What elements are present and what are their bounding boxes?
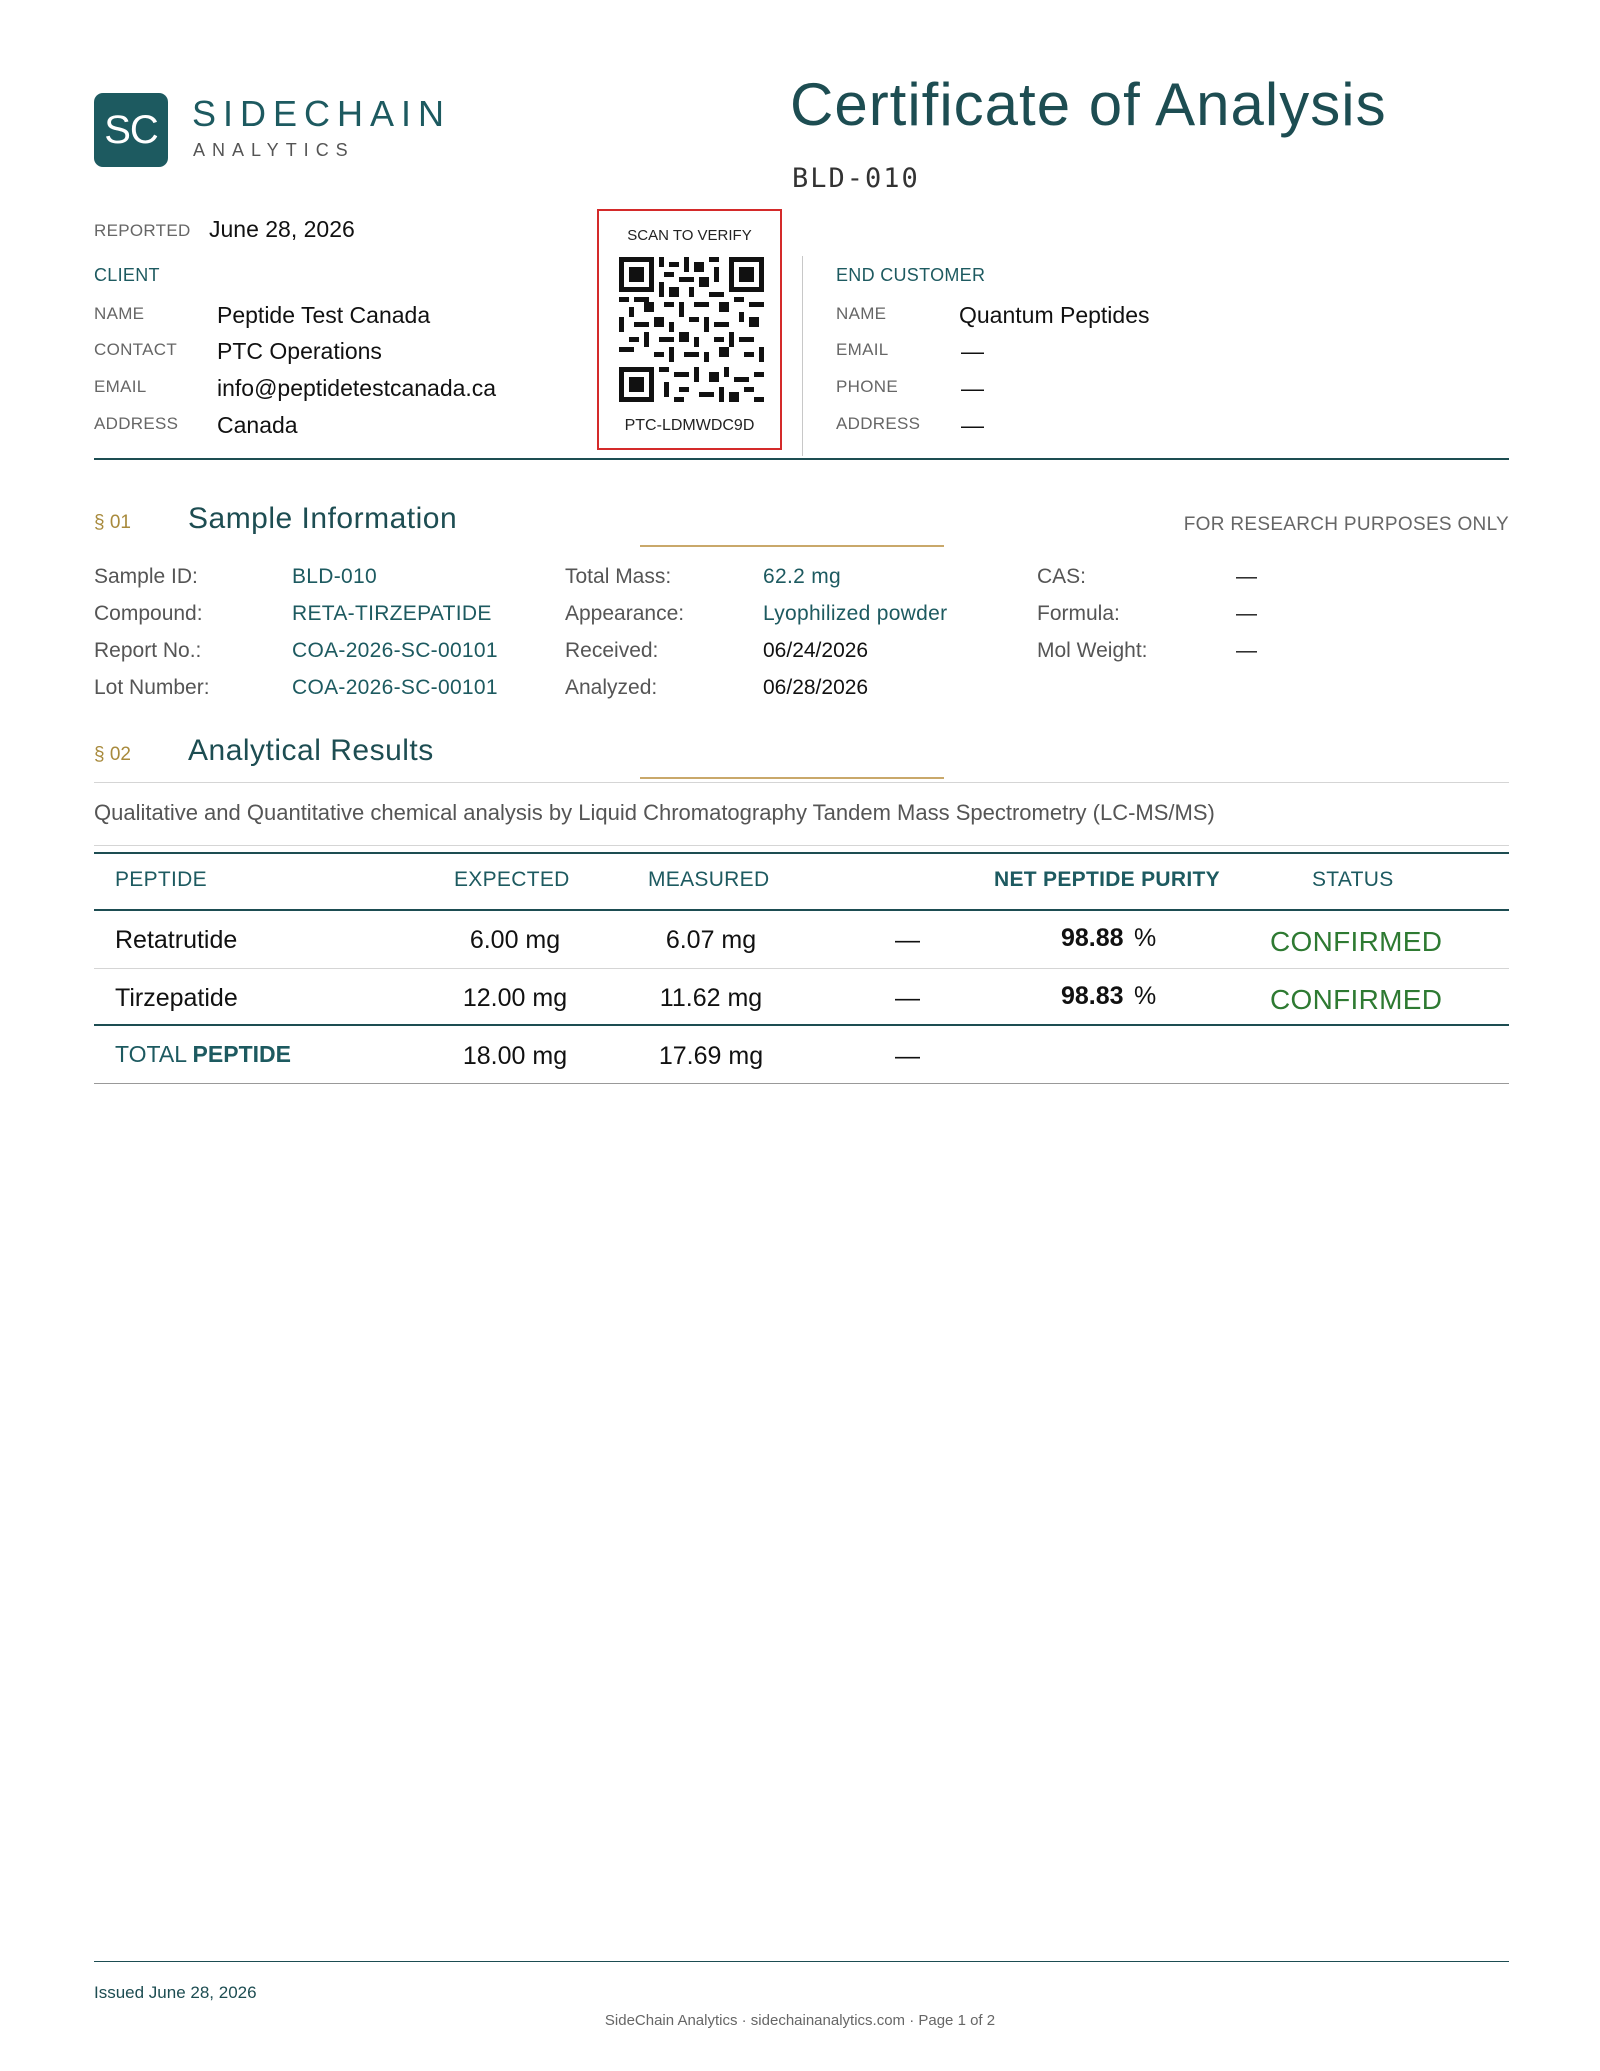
end-customer-address-label: ADDRESS xyxy=(836,414,921,433)
lot-number-label: Lot Number: xyxy=(94,676,210,699)
client-contact-value: PTC Operations xyxy=(217,338,382,364)
client-contact-label: CONTACT xyxy=(94,340,177,359)
footer-rule xyxy=(94,1961,1509,1962)
compound-value: RETA-TIRZEPATIDE xyxy=(292,602,492,625)
total-expected: 18.00 mg xyxy=(462,1042,568,1070)
footer-issued-date: Issued June 28, 2026 xyxy=(94,1983,257,2002)
end-customer-email-value: — xyxy=(961,338,984,364)
verify-code: PTC-LDMWDC9D xyxy=(624,417,755,434)
section-1-accent-line xyxy=(640,545,944,547)
qr-code-icon[interactable] xyxy=(619,257,764,402)
row-2-dash: — xyxy=(895,984,920,1012)
end-customer-name-value: Quantum Peptides xyxy=(959,302,1150,328)
row-2-purity-unit: % xyxy=(1134,982,1157,1010)
client-address-value: Canada xyxy=(217,412,298,438)
mol-weight-value: — xyxy=(1236,639,1257,662)
appearance-value: Lyophilized powder xyxy=(763,602,948,625)
verify-box[interactable] xyxy=(597,209,782,450)
brand-logo-badge: SC xyxy=(94,93,168,167)
reported-label: REPORTED xyxy=(94,221,191,240)
row-1-expected: 6.00 mg xyxy=(469,926,561,954)
client-address-label: ADDRESS xyxy=(94,414,179,433)
header-rule xyxy=(94,458,1509,460)
appearance-label: Appearance: xyxy=(565,602,685,625)
description-rule xyxy=(94,845,1509,846)
report-no-value: COA-2026-SC-00101 xyxy=(292,639,498,662)
section-2-title: Analytical Results xyxy=(188,734,434,767)
total-label-suffix: PEPTIDE xyxy=(192,1041,291,1067)
mol-weight-label: Mol Weight: xyxy=(1037,639,1148,662)
row-1-peptide: Retatrutide xyxy=(115,926,238,954)
total-dash: — xyxy=(895,1042,920,1070)
report-no-label: Report No.: xyxy=(94,639,202,662)
formula-value: — xyxy=(1236,602,1257,625)
reported-date: June 28, 2026 xyxy=(209,216,355,242)
received-label: Received: xyxy=(565,639,659,662)
col-header-peptide: PEPTIDE xyxy=(115,868,207,891)
section-1-number: § 01 xyxy=(94,512,131,533)
row-2-peptide: Tirzepatide xyxy=(115,984,238,1012)
sample-id-label: Sample ID: xyxy=(94,565,198,588)
analyzed-value: 06/28/2026 xyxy=(763,676,869,699)
sample-id-value: BLD-010 xyxy=(292,565,377,588)
end-customer-name-label: NAME xyxy=(836,304,887,323)
row-1-measured: 6.07 mg xyxy=(665,926,757,954)
row-2-purity: 98.83 xyxy=(1061,982,1124,1010)
brand-name: SIDECHAIN xyxy=(192,93,452,134)
end-customer-phone-value: — xyxy=(961,375,984,401)
header-divider xyxy=(802,256,803,456)
row-2-expected: 12.00 mg xyxy=(462,984,568,1012)
row-1-purity-unit: % xyxy=(1134,924,1157,952)
row-1-status: CONFIRMED xyxy=(1270,926,1443,957)
row-2-rule xyxy=(94,1024,1509,1026)
row-2-status: CONFIRMED xyxy=(1270,984,1443,1015)
total-mass-label: Total Mass: xyxy=(565,565,672,588)
col-header-purity: NET PEPTIDE PURITY xyxy=(994,868,1220,891)
client-heading: CLIENT xyxy=(94,265,160,285)
brand-subtitle: ANALYTICS xyxy=(193,140,355,160)
end-customer-address-value: — xyxy=(961,412,984,438)
scan-to-verify-label: SCAN TO VERIFY xyxy=(627,227,752,244)
compound-label: Compound: xyxy=(94,602,203,625)
cas-label: CAS: xyxy=(1037,565,1087,588)
client-name-label: NAME xyxy=(94,304,145,323)
row-1-dash: — xyxy=(895,926,920,954)
client-name-value: Peptide Test Canada xyxy=(217,302,431,328)
formula-label: Formula: xyxy=(1037,602,1120,625)
analysis-description: Qualitative and Quantitative chemical analysis by Liquid Chromatography Tandem Mass Spectrometry (LC-MS/MS) xyxy=(94,800,1215,825)
research-purposes-note: FOR RESEARCH PURPOSES ONLY xyxy=(1183,514,1509,535)
section-2-accent-line xyxy=(640,777,944,779)
cas-value: — xyxy=(1236,565,1257,588)
section-2-rule xyxy=(94,782,1509,783)
end-customer-phone-label: PHONE xyxy=(836,377,898,396)
table-bottom-rule xyxy=(94,1083,1509,1084)
table-top-rule xyxy=(94,852,1509,854)
lot-number-value: COA-2026-SC-00101 xyxy=(292,676,498,699)
total-label xyxy=(115,1041,291,1068)
table-header-rule xyxy=(94,909,1509,911)
total-label-prefix: TOTAL xyxy=(115,1041,187,1067)
total-measured: 17.69 mg xyxy=(658,1042,764,1070)
col-header-status: STATUS xyxy=(1312,868,1394,891)
total-mass-value: 62.2 mg xyxy=(763,565,841,588)
section-2-number: § 02 xyxy=(94,744,131,765)
analyzed-label: Analyzed: xyxy=(565,676,658,699)
document-code: BLD-010 xyxy=(792,163,920,194)
section-1-title: Sample Information xyxy=(188,502,458,535)
row-1-rule xyxy=(94,968,1509,969)
col-header-expected: EXPECTED xyxy=(454,868,570,891)
row-2-measured: 11.62 mg xyxy=(659,984,763,1012)
row-1-purity: 98.88 xyxy=(1061,924,1124,952)
col-header-measured: MEASURED xyxy=(648,868,770,891)
received-value: 06/24/2026 xyxy=(763,639,869,662)
client-email-label: EMAIL xyxy=(94,377,147,396)
footer-info: SideChain Analytics · sidechainanalytics.com · Page 1 of 2 xyxy=(604,2012,996,2029)
end-customer-email-label: EMAIL xyxy=(836,340,889,359)
document-title: Certificate of Analysis xyxy=(790,71,1387,138)
client-email-value[interactable]: info@peptidetestcanada.ca xyxy=(217,375,497,401)
end-customer-heading: END CUSTOMER xyxy=(836,265,986,285)
